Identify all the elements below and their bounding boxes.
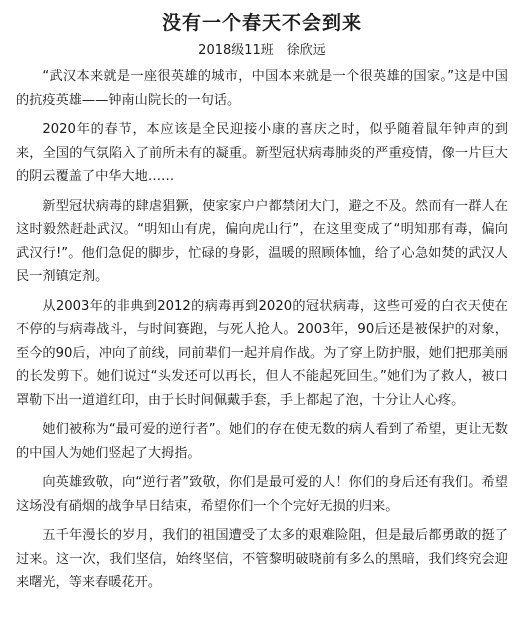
paragraph-spring-festival: 2020年的春节，本应该是全民迎接小康的喜庆之时，似乎随着鼠年钟声的到来，全国的气氛陷入了前所未有的凝重。新型冠状病毒肺炎的严重疫情，像一片巨大的阴云覆盖了中华大地……: [16, 122, 508, 184]
paragraph-retrograders: 她们被称为“最可爱的逆行者”。她们的存在使无数的病人看到了希望，更让无数的中国人为她们竖起了大拇指。: [16, 422, 508, 461]
paragraph-quote: “武汉本来就是一座很英雄的城市，中国本来就是一个很英雄的国家。”这是中国的抗疫英雄——钟南山院长的一句话。: [16, 69, 508, 108]
author-byline: 2018级11班 徐欣远: [198, 43, 326, 58]
paragraph-conclusion: 五千年漫长的岁月，我们的祖国遭受了太多的艰难险阻，但是最后都勇敢的挺了过来。这一次，我们坚信，始终坚信，不管黎明破晓前有多么的黑暗，我们终究会迎来曙光，等来春暖花开。: [16, 528, 508, 590]
paragraph-angels-in-white: 从2003年的非典到2012的病毒再到2020的冠状病毒，这些可爱的白衣天使在不停的与病毒战斗，与时间赛跑，与死人抢人。2003年，90后还是被保护的对象，至今的90后，冲向了前线，同前辈们一起并肩作战。为了穿上防护服，她们把那美丽的长发剪下。她们说过“头发还可以再长，但人不能起死回生。”她们为了救人，被口罩勒下出一道道红印，由于长时间佩戴手套，手上都起了泡，十分让人心疼。: [16, 298, 508, 408]
paragraph-tribute: 向英雄致敬，向“逆行者”致敬，你们是最可爱的人！你们的身后还有我们。希望这场没有硝烟的战争早日结束，希望你们一个个完好无损的归来。: [16, 475, 508, 514]
document-title: 没有一个春天不会到来: [161, 12, 362, 34]
paragraph-virus-spread: 新型冠状病毒的肆虐猖獗，使家家户户都禁闭大门，避之不及。然而有一群人在这时毅然赶赴武汉。“明知山有虎，偏向虎山行”，在这里变成了“明知那有毒，偏向武汉行!”。他们急促的脚步，忙碌的身影，温暖的照顾体恤，给了心急如焚的武汉人民一剂镇定剂。: [16, 198, 508, 284]
